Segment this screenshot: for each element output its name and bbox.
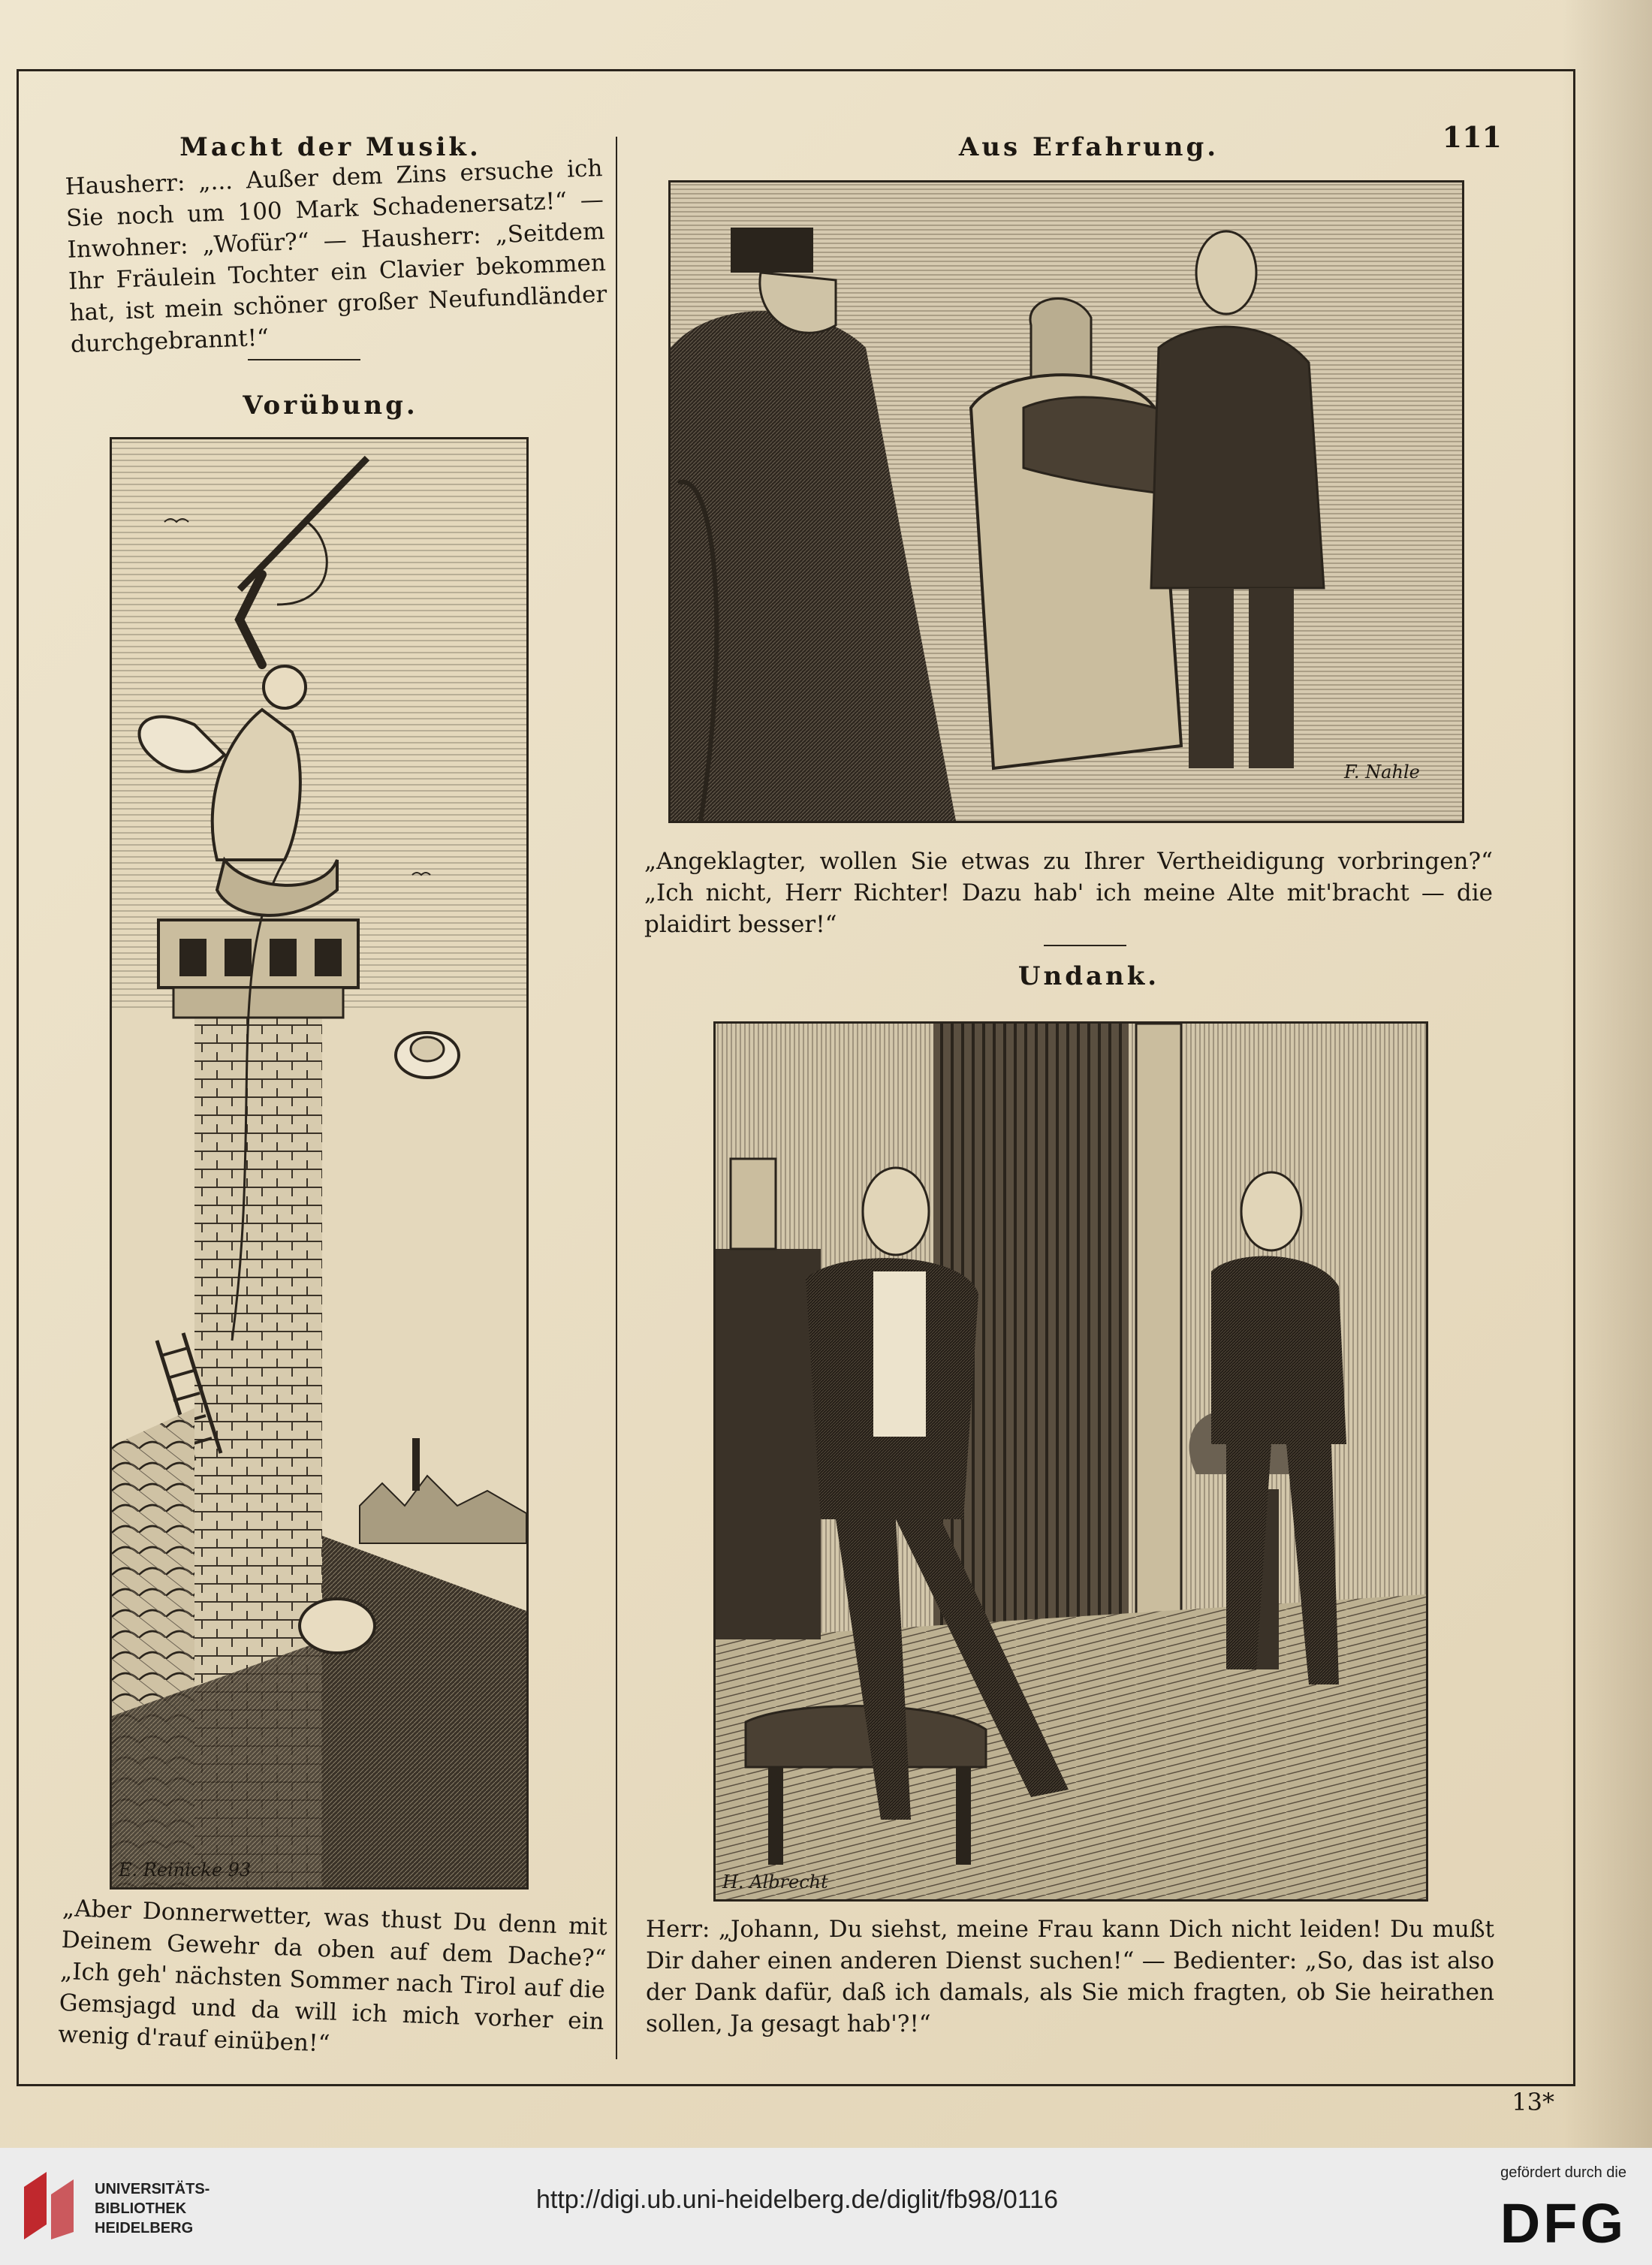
illustration-chimney-hunter [110, 437, 529, 1890]
caption-voruebung: „Aber Donnerwetter, was thust Du denn mit Deinem Gewehr da oben auf dem Dache?“ „Ich geh' nächsten Sommer nach Tirol auf die Gemsjagd und da will ich mich vorher ein wenig d'rauf einüben!“ [57, 1894, 608, 2058]
separator-rule [248, 359, 360, 360]
university-library-logo-icon [17, 2164, 84, 2247]
story-title-undank: Undank. [1017, 961, 1160, 991]
column-divider [616, 137, 617, 2059]
permalink-url[interactable]: http://digi.ub.uni-heidelberg.de/diglit/fb98/0116 [536, 2185, 1058, 2214]
story-title-macht-der-musik: Macht der Musik. [179, 132, 481, 162]
signature-nahle: F. Nahle [1344, 762, 1420, 783]
separator-rule [1044, 945, 1126, 946]
illustration-courtroom [668, 180, 1464, 823]
page-number: 111 [1442, 120, 1502, 154]
story-title-voruebung: Vorübung. [243, 391, 418, 421]
funding-label: gefördert durch die [1500, 2164, 1626, 2181]
signature-albrecht: H. Albrecht [722, 1871, 828, 1893]
library-name-line: UNIVERSITÄTS- [95, 2181, 210, 2197]
signature-reinicke: E. Reinicke 93 [119, 1859, 252, 1880]
caption-undank: Herr: „Johann, Du siehst, meine Frau kann Dich nicht leiden! Du mußt Dir daher einen anderen Dienst suchen!“ — Bedienter: „So, das ist also der Dank dafür, daß ich damals, als Sie mich fragten, ob Sie heirathen sollen, Ja gesagt hab'?!“ [646, 1916, 1494, 2037]
library-name-line: BIBLIOTHEK [95, 2200, 187, 2217]
sheet-signature-mark: 13* [1512, 2088, 1554, 2116]
story-text-macht-der-musik: Hausherr: „... Außer dem Zins ersuche ich Sie noch um 100 Mark Schadenersatz!“ — Inwohner: „Wofür?“ — Hausherr: „Seitdem Ihr Fräulein Tochter ein Clavier bekommen hat, ist mein schöner großer Neufundländer durchgebrannt!“ [65, 155, 607, 358]
illustration-master-and-servant [713, 1021, 1428, 1902]
digital-library-footer [0, 2148, 1652, 2265]
page-shadow [1562, 0, 1652, 2148]
story-title-aus-erfahrung: Aus Erfahrung. [958, 132, 1219, 162]
dfg-logo: DFG [1500, 2192, 1626, 2254]
library-name-line: HEIDELBERG [95, 2220, 194, 2236]
university-library-name [95, 2179, 210, 2238]
caption-aus-erfahrung: „Angeklagter, wollen Sie etwas zu Ihrer Vertheidigung vorbringen?“ „Ich nicht, Herr Richter! Dazu hab' ich meine Alte mit'bracht — die plaidirt besser!“ [644, 848, 1493, 938]
